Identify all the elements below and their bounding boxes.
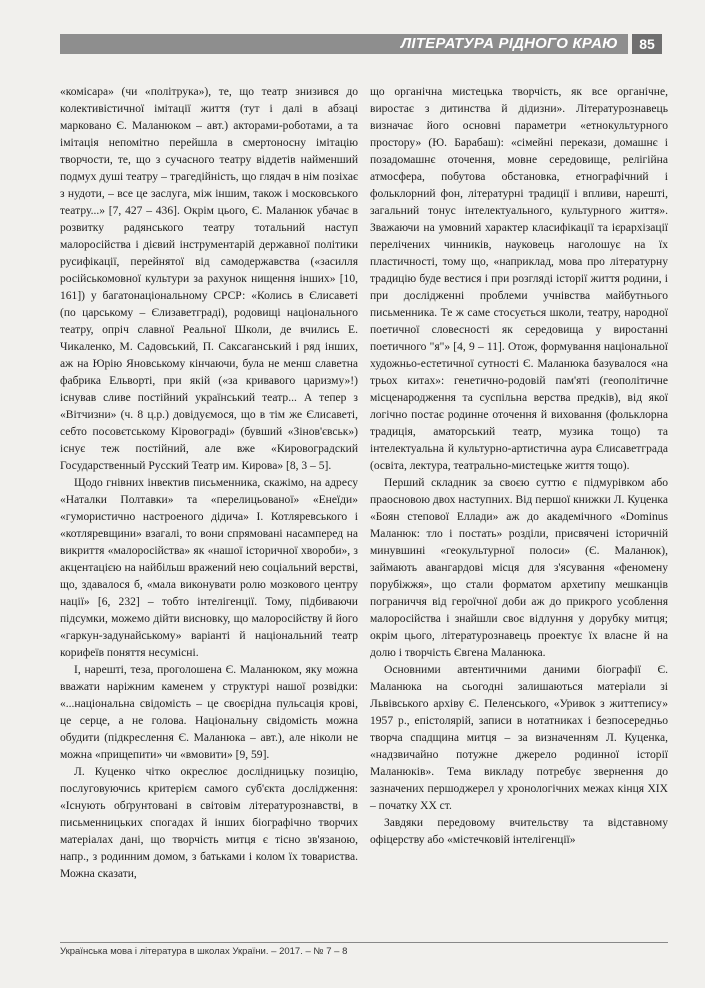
right-column: [370, 84, 668, 849]
journal-footer: Українська мова і література в школах України. – 2017. – № 7 – 8: [60, 946, 348, 957]
paragraph: що органічна мистецька творчість, як все органічне, виростає з дитинства й дідизни». Літературознавець визначає його основні параметри «етнокультурного простору» (Ю. Барабаш): «сімейні перекази, домашнє і позадомашнє оточення, мовне середовище, релігійна атмосфера, побутова обстановка, етнографічний і фольклорний фон, літературні традиції і впливи, нарешті, загальний тонус інтелектуального, культурного життя». Зважаючи на умовний характер класифікації та ієрархізації перелічених чинників, науковець наголошує на їх пластичності, тому що, «наприклад, мова про літературну традицію буде вестися і при розгляді історії життя родини, і при дослідженні проблеми учнівства майбутнього письменника. Те ж саме стосується школи, театру, народної поетичної словесності як середовища у виростанні поетичного "я"» [4, 9 – 11]. Отож, формування національної художньо-естетичної сутності Є. Маланюка базувалося «на трьох китах»: генетично-родовій пам'яті (геополітичне місценародження та суспільна верства предків), від якої логічно постає родинне оточення й виховання (фольклорна традиція, аматорський театр, музика тощо) та інтелектуальна й культурно-артистична аура Єлисаветграда (освіта, лектура, театрально-мистецьке життя тощо).: [370, 86, 668, 472]
paragraph: Основними автентичними даними біографії Є. Маланюка на сьогодні залишаються матеріали зі Львівського архіву Є. Пеленського, «Уривок з життепису» 1957 р., епістолярій, записи в нотатниках і безпосередньо творча спадщина митця – за визначенням Л. Куценка, «надзвичайно потужне джерело родинної історії Маланюків». Тема викладу потребує звернення до зазначених першоджерел у хронологічних межах кінця ХІХ – початку ХХ ст.: [370, 664, 668, 812]
section-header-bar: [60, 34, 628, 54]
paragraph: Л. Куценко чітко окреслює дослідницьку позицію, послуговуючись критерієм самого суб'єкта дослідження: «Існують обґрунтовані в світовім літературознавстві, в письменницьких спогадах й інших біографічно творчих матеріалах дані, що творчість митця є тісно зв'язаною, напр., з родинним домом, з батьками і колом їх товариства. Можна сказати,: [60, 766, 358, 880]
section-title: ЛІТЕРАТУРА РІДНОГО КРАЮ: [400, 35, 618, 52]
paragraph: Щодо гнівних інвектив письменника, скажімо, на адресу «Наталки Полтавки» та «перелицьованої» «Енеїди» «гумористично настроеного дідича» І. Котляревського і «котляревщини» взагалі, то вони спрямовані насамперед на викриття «малоросійства» як «нашої історичної хвороби», з акцентацією на найбільш вражений нею соціальний верстві, що, здавалося б, «мала виконувати ролю мозкового центру нації» [6, 232] – тобто інтелігенції. Тому, підбиваючи підсумки, можемо дійти висновку, що малоросійству й його «гаркун-задунайському» варіанті й національний театр корифеїв поняття несумісні.: [60, 477, 358, 659]
paragraph: І, нарешті, теза, проголошена Є. Маланюком, яку можна вважати наріжним каменем у структурі нашої розвідки: «...національна свідомість – це своєрідна пульсація крові, це серце, а не голова. Національну свідомість можна обудити (підкреслення Є. Маланюка – авт.), але ніколи не можна «прищепити» чи «вмовити» [9, 59].: [60, 664, 358, 761]
paragraph: Перший складник за своєю суттю є підмурівком або праосновою двох наступних. Від першої книжки Л. Куценка «Боян степової Еллади» аж до академічного «Dominus Маланюк: тло і постать» розділи, присвячені історичній минувшині «геокультурної полоси» (Є. Маланюк), займають авангардові місця для з'ясування «феномену порубіжжя», що стали форматом архетипу мешканців пограниччя від героїчної доби аж до прикрого усоблення малоросійства і знайшли своє відлуння у дорубку митця; окрім цього, літературознавець проектує їх власне й на долю і творчість Євгена Маланюка.: [370, 477, 668, 659]
page-number: 85: [632, 34, 662, 54]
footer-divider: [60, 942, 668, 943]
paragraph: Завдяки передовому вчительству та відставному офіцерству або «містечковій інтелігенції»: [370, 817, 668, 846]
paragraph: «комісара» (чи «політрука»), те, що театр знизився до колективістичної імітації життя (тут і далі в абзаці марковано Є. Маланюком – авт.) акторами-роботами, а та імітація непомітно перейшла в смертоносну імітацію творчости, те, що з сучасного театру віддетів найменший подмух душі театру – трагедійність, що глядач в нім позіхає з нудоти, – все це заслуга, між іншим, також і московського театру...» [7, 427 – 436]. Окрім цього, Є. Маланюк убачає в розвитку радянського театру тотальний наступ малоросійства і дієвий інструментарій державної політики русифікації, перейнятої від самодержавства («засилля російськомовної культури за рахунок нищення інших» [10, 161]) у багатонаціональному СРСР: «Колись в Єлисаветі (по царському – Єлизаветграді), родовищі національного театру, опріч славної Реальної Школи, де вчились Е. Чикаленко, М. Садовський, П. Саксаганський і ряд інших, аж на Юрію Яновському кінчаючи, була не менш славетна фабрика Ельворті, при якій («за кривавого царизму»!) існував сливе постійний український театр... А тепер з «Вітчизни» (ч. 8 ц.р.) довідуємося, що в тім же Єлисаветі, себто посовєтському Кіровограді» (бувший «Зінов'євськ») існує теж постійний, але вже «Кировоградский Государственный Русский Театр им. Кирова» [8, 3 – 5].: [60, 86, 358, 472]
left-column: [60, 84, 358, 883]
